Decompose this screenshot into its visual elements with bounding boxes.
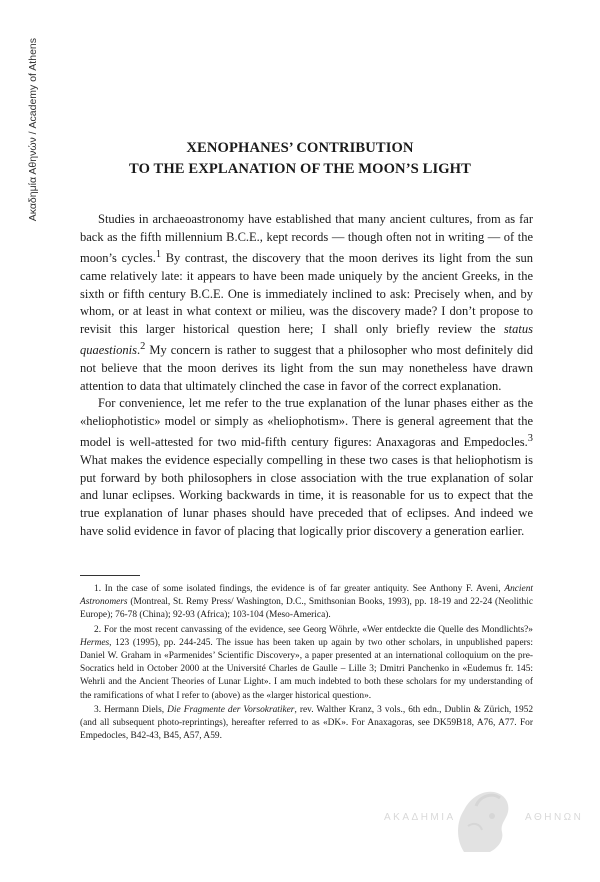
p2-text-a: For convenience, let me refer to the true explanation of the lunar phases either as the «heliophotistic» model or simply as «heliophotism». There is general agreement that the model is well-attested for two mid-fifth century figures: Anaxagoras and Empedocles. xyxy=(80,396,533,450)
footnote-1 xyxy=(80,583,533,623)
p1-text-b: By contrast, the discovery that the moon derives its light from the sun came relatively late: it appears to have been made uniquely by the ancient Greeks, in the sixth or fifth century B.C.E. One is immediately inclined to ask: Precisely when, and by whom, or at least in what context or milieu, was the discovery made? I don’t propose to revisit this larger historical question here; I shall only briefly review the xyxy=(80,251,533,336)
body-paragraph-2 xyxy=(80,395,533,540)
fn1-italic: Ancient Astronomers xyxy=(80,584,533,608)
footnote-ref-2: 2 xyxy=(140,341,146,353)
footnote-rule xyxy=(80,575,140,576)
watermark-text-left: ΑΚΑΔΗΜΙΑ xyxy=(384,812,456,823)
fn3-text-b: , rev. Walther Kranz, 3 vols., 6th edn., Dublin & Zürich, 1952 (and all subsequent photo-reprintings), hereafter referred to as «DK». For Anaxagoras, see DK59B18, A76, A77. For Empedocles, B42-43, B45, A57, A59. xyxy=(80,704,534,742)
title-line-1: XENOPHANES’ CONTRIBUTION xyxy=(186,140,414,156)
p1-text-d: My concern is rather to suggest that a philosopher who most definitely did not believe that the moon derives its light from the sun may nonetheless have drawn attention to data that ultimately clinched the case in favor of the correct explanation. xyxy=(80,343,533,393)
footnote-2 xyxy=(80,624,533,703)
watermark-text-right: ΑΘΗΝΩΝ xyxy=(525,812,584,823)
p1-text-a: Studies in archaeoastronomy have established that many ancient cultures, from as far back as the fifth millennium B.C.E., kept records — though often not in writing — of the moon’s cycles. xyxy=(80,212,533,266)
body-paragraph-1 xyxy=(80,211,533,395)
fn1-text-a: 1. In the case of some isolated findings, the evidence is of far greater antiquity. See Anthony F. Aveni, xyxy=(94,584,505,594)
p1-text-c: . xyxy=(136,343,141,358)
academy-watermark xyxy=(384,782,584,862)
footnote-ref-3: 3 xyxy=(527,433,533,445)
article-title xyxy=(60,138,540,180)
fn2-italic: Hermes xyxy=(80,637,110,648)
side-archive-label-text: Ακαδημία Αθηνών / Academy of Athens xyxy=(27,38,39,222)
body-text xyxy=(80,211,533,540)
p2-text-b: What makes the evidence especially compelling in these two cases is that heliophotism is put forward by both philosophers in close association with the true explanation of solar and lunar eclipses. Working backwards in time, it is reasonable for us to expect that the true explanation of lunar phases should have preceded that of eclipses. And indeed we have solid evidence in favor of placing that logically prior discovery a generation earlier. xyxy=(80,453,533,538)
fn3-text-a: 3. Hermann Diels, xyxy=(94,704,168,715)
fn1-text-b: (Montreal, St. Remy Press/ Washington, D.C., Smithsonian Books, 1993), pp. 18-19 and 22-24 (Neolithic Europe); 76-78 (China); 92-93 (Africa); 103-104 (Meso-America). xyxy=(80,597,533,621)
footnote-3 xyxy=(80,704,533,744)
footnotes xyxy=(80,583,533,744)
fn3-italic: Die Fragmente der Vorsokratiker xyxy=(167,704,295,715)
athena-head-watermark-icon xyxy=(446,782,518,862)
title-line-2: TO THE EXPLANATION OF THE MOON’S LIGHT xyxy=(129,161,471,177)
fn2-text-a: 2. For the most recent canvassing of the evidence, see Georg Wöhrle, «Wer entdeckte die Quelle des Mondlichts?» xyxy=(94,624,533,635)
fn2-text-b: , 123 (1995), pp. 244-245. The issue has been taken up again by two other scholars, in unpublished papers: Daniel W. Graham in «Parmenides’ Scientific Discovery», a paper presented at an international colloquium on the pre-Socratics held in October 2000 at the Université Charles de Gaulle – Lille 3; Dmitri Panchenko in «Eudemus fr. 145: Wehrli and the Ancient Theories of Lunar Light». I am much indebted to both these scholars for my understanding of the ramifications of what I refer to (above) as the «larger historical question». xyxy=(80,637,533,701)
footnote-ref-1: 1 xyxy=(155,249,162,261)
side-archive-label xyxy=(26,38,40,278)
p1-italic-status-quaestionis: status quaestionis xyxy=(80,321,533,358)
